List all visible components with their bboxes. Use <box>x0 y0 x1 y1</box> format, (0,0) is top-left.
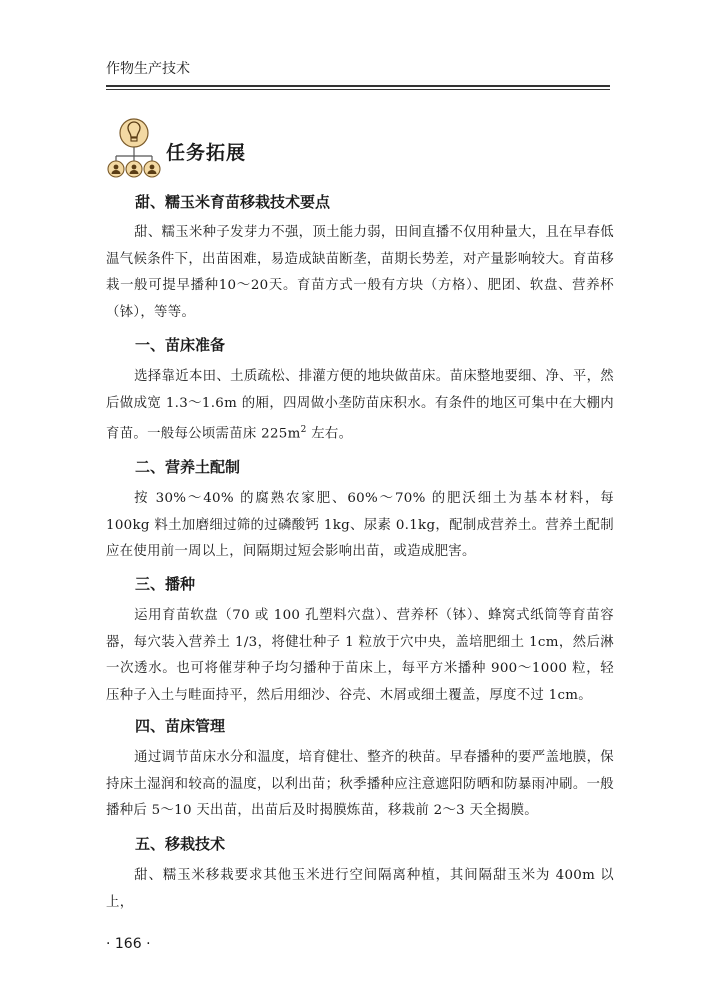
heading-sowing: 三、播种 <box>135 575 196 593</box>
running-header: 作物生产技术 <box>106 61 190 77</box>
heading-nutrient-soil: 二、营养土配制 <box>135 458 241 476</box>
lightbulb-network-icon <box>106 116 162 180</box>
main-heading: 甜、糯玉米育苗移栽技术要点 <box>135 193 331 211</box>
paragraph-transplanting: 甜、糯玉米移栽要求其他玉米进行空间隔离种植，其间隔甜玉米为 400m 以上， <box>106 868 614 910</box>
heading-transplanting: 五、移栽技术 <box>135 835 226 853</box>
section-title: 任务拓展 <box>166 142 247 164</box>
heading-seedbed-preparation: 一、苗床准备 <box>135 336 226 354</box>
page-number: · 166 · <box>106 936 151 952</box>
paragraph-seedbed-management: 通过调节苗床水分和温度，培育健壮、整齐的秧苗。早春播种的要严盖地膜，保持床土湿润和较高的温度，以利出苗；秋季播种应注意遮阳防晒和防暴雨冲刷。一般播种后 5～10 天出苗，出苗后及时揭膜炼苗，移栽前 2～3 天全揭膜。 <box>106 750 614 818</box>
header-rule <box>106 85 610 90</box>
paragraph-nutrient-soil: 按 30%～40% 的腐熟农家肥、60%～70% 的肥沃细土为基本材料，每 100kg 料土加磨细过筛的过磷酸钙 1kg、尿素 0.1kg，配制成营养土。营养土配制应在使用前一周以上，间隔期过短会影响出苗，或造成肥害。 <box>106 491 614 559</box>
heading-seedbed-management: 四、苗床管理 <box>135 717 226 735</box>
paragraph-seedbed-preparation: 选择靠近本田、土质疏松、排灌方便的地块做苗床。苗床整地要细、净、平，然后做成宽 1.3～1.6m 的厢，四周做小垄防苗床积水。有条件的地区可集中在大棚内育苗。一般每公顷需苗床 $225m^2$ 左右。 <box>106 369 614 442</box>
intro-paragraph: 甜、糯玉米种子发芽力不强，顶土能力弱，田间直播不仅用种量大，且在早春低温气候条件下，出苗困难，易造成缺苗断垄，苗期长势差，对产量影响较大。育苗移栽一般可提早播种10～20天。育苗方式一般有方块（方格）、肥团、软盘、营养杯（钵），等等。 <box>106 225 614 320</box>
paragraph-sowing: 运用育苗软盘（70 或 100 孔塑料穴盘）、营养杯（钵）、蜂窝式纸筒等育苗容器，每穴装入营养土 1/3，将健壮种子 1 粒放于穴中央，盖培肥细土 1cm，然后淋一次透水。也可将催芽种子均匀播种于苗床上，每平方米播种 900～1000 粒，轻压种子入土与畦面持平，然后用细沙、谷壳、木屑或细土覆盖，厚度不过 1cm。 <box>106 608 614 703</box>
